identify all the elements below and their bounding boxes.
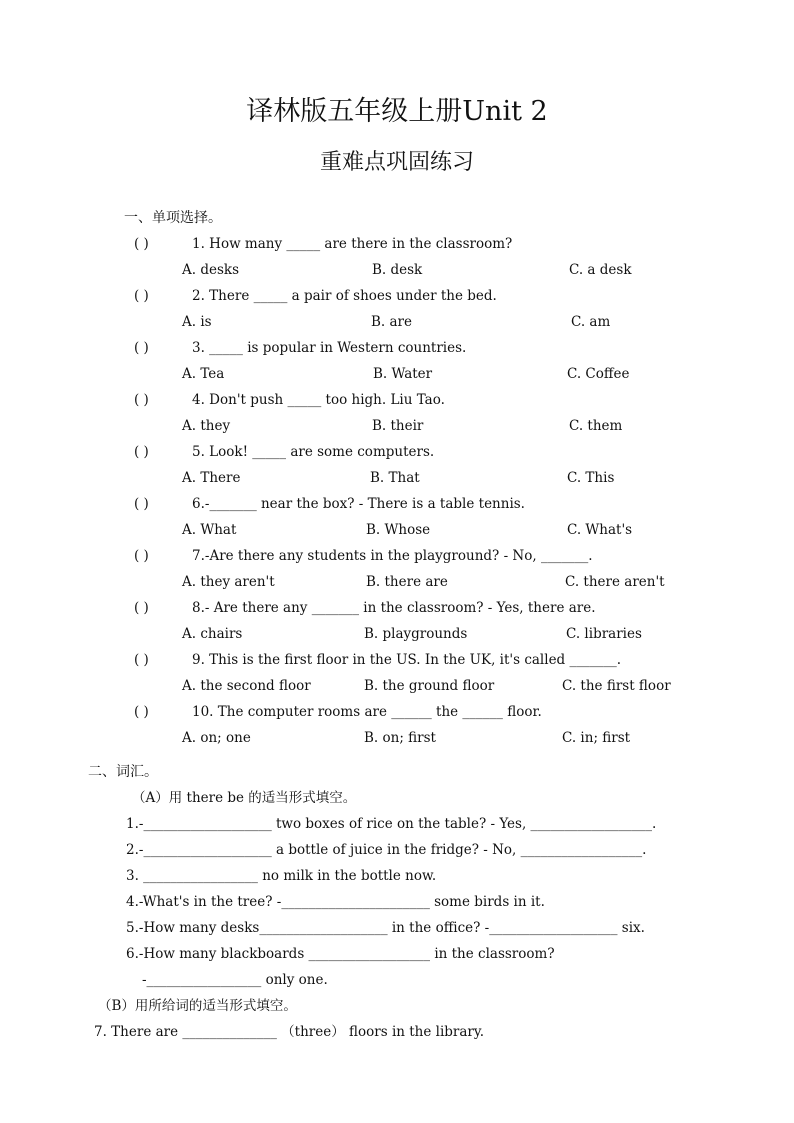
question-text: 5. Look! _____ are some computers. xyxy=(192,444,435,460)
question-text: 4. Don't push _____ too high. Liu Tao. xyxy=(192,392,445,408)
fill-item: 7. There are ______________ （three） floors in the library. xyxy=(94,1024,485,1040)
question-row: ( ) 4. Don't push _____ too high. Liu Tao. xyxy=(134,392,445,408)
option-b: B. the ground floor xyxy=(364,678,495,694)
option-b: B. their xyxy=(372,418,424,434)
question-row: ( ) 7.-Are there any students in the playground? - No, _______. xyxy=(134,548,593,564)
fill-item: 3. _________________ no milk in the bottle now. xyxy=(126,868,437,884)
question-text: 9. This is the first floor in the US. In the UK, it's called _______. xyxy=(192,652,622,668)
fill-item: 1.-___________________ two boxes of rice on the table? - Yes, __________________. xyxy=(126,816,657,832)
fill-item: 5.-How many desks___________________ in the office? -___________________ six. xyxy=(126,920,645,936)
question-text: 1. How many _____ are there in the classroom? xyxy=(192,236,513,252)
option-c: C. What's xyxy=(567,522,633,538)
option-b: B. there are xyxy=(366,574,448,590)
option-c: C. there aren't xyxy=(565,574,665,590)
page-title: 译林版五年级上册Unit 2 xyxy=(246,96,548,127)
fill-item: 2.-___________________ a bottle of juice in the fridge? - No, __________________. xyxy=(126,842,647,858)
question-row: ( ) 3. _____ is popular in Western countries. xyxy=(134,340,467,356)
option-b: B. desk xyxy=(372,262,423,278)
option-c: C. This xyxy=(567,470,615,486)
option-a: A. chairs xyxy=(182,626,243,642)
option-a: A. What xyxy=(182,522,237,538)
question-text: 8.- Are there any _______ in the classroom? - Yes, there are. xyxy=(192,600,596,616)
option-a: A. they aren't xyxy=(182,574,275,590)
option-a: A. Tea xyxy=(182,366,225,382)
option-b: B. playgrounds xyxy=(364,626,468,642)
question-row: ( ) 1. How many _____ are there in the classroom? xyxy=(134,236,513,252)
question-text: 10. The computer rooms are ______ the ______ floor. xyxy=(192,704,542,720)
option-c: C. libraries xyxy=(566,626,642,642)
option-b: B. Whose xyxy=(366,522,431,538)
part-a-heading: （A）用 there be 的适当形式填空。 xyxy=(132,790,357,806)
option-c: C. Coffee xyxy=(567,366,630,382)
part-b-heading: （B）用所给词的适当形式填空。 xyxy=(98,998,297,1014)
option-a: A. on; one xyxy=(182,730,251,746)
option-a: A. they xyxy=(182,418,231,434)
section-1-heading: 一、单项选择。 xyxy=(124,210,222,226)
question-text: 2. There _____ a pair of shoes under the bed. xyxy=(192,288,497,304)
fill-item: -_________________ only one. xyxy=(142,972,328,988)
page-subtitle: 重难点巩固练习 xyxy=(319,150,474,175)
question-row: ( ) 9. This is the first floor in the US. In the UK, it's called _______. xyxy=(134,652,622,668)
question-row: ( ) 10. The computer rooms are ______ the ______ floor. xyxy=(134,704,542,720)
option-b: B. Water xyxy=(373,366,433,382)
fill-item: 4.-What's in the tree? -______________________ some birds in it. xyxy=(126,894,545,910)
option-c: C. am xyxy=(571,314,611,330)
question-row: ( ) 6.-_______ near the box? - There is a table tennis. xyxy=(134,496,525,512)
option-b: B. on; first xyxy=(364,730,436,746)
option-c: C. the first floor xyxy=(562,678,671,694)
question-text: 6.-_______ near the box? - There is a table tennis. xyxy=(192,496,525,512)
option-a: A. There xyxy=(182,470,241,486)
option-b: B. That xyxy=(370,470,420,486)
question-row: ( ) 8.- Are there any _______ in the classroom? - Yes, there are. xyxy=(134,600,596,616)
question-text: 3. _____ is popular in Western countries. xyxy=(192,340,467,356)
option-b: B. are xyxy=(371,314,412,330)
option-a: A. desks xyxy=(182,262,239,278)
question-row: ( ) 5. Look! _____ are some computers. xyxy=(134,444,435,460)
option-a: A. is xyxy=(182,314,212,330)
option-c: C. a desk xyxy=(569,262,632,278)
option-c: C. in; first xyxy=(562,730,631,746)
fill-item: 6.-How many blackboards __________________ in the classroom? xyxy=(126,946,555,962)
option-c: C. them xyxy=(569,418,623,434)
option-a: A. the second floor xyxy=(182,678,311,694)
question-row: ( ) 2. There _____ a pair of shoes under the bed. xyxy=(134,288,497,304)
question-text: 7.-Are there any students in the playground? - No, _______. xyxy=(192,548,593,564)
section-2-heading: 二、词汇。 xyxy=(88,764,158,780)
